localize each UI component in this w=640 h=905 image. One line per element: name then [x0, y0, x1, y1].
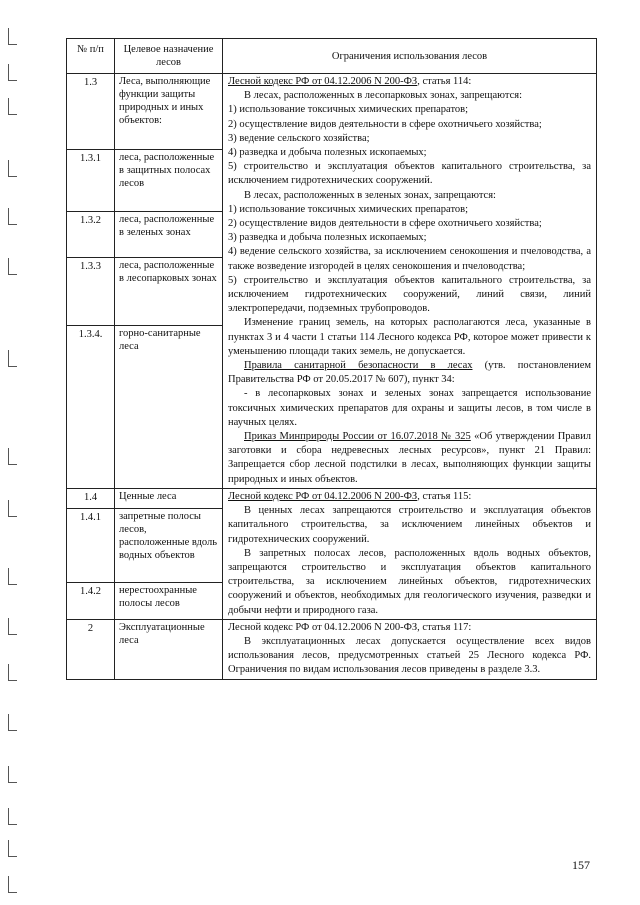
row-purpose: леса, расположенные в лесопарковых зонах [115, 258, 223, 326]
row-purpose: нерестоохранные полосы лесов [115, 582, 223, 619]
row-num: 1.4 [67, 488, 115, 508]
row-purpose: Леса, выполняющие функции защиты природных и иных объектов: [115, 74, 223, 150]
legal-reference: Приказ Минприроды России от 16.07.2018 № 325 [244, 431, 471, 443]
header-num: № п/п [67, 39, 115, 74]
row-num: 1.3.4. [67, 326, 115, 489]
legal-reference: Лесной кодекс РФ от 04.12.2006 N 200-ФЗ [228, 76, 418, 87]
row-num: 1.3.2 [67, 212, 115, 258]
restrictions-table [66, 38, 597, 680]
row-num: 1.3.3 [67, 258, 115, 326]
row-purpose: запретные полосы лесов, расположенные вдоль водных объектов [115, 508, 223, 582]
row-purpose: горно-санитарные леса [115, 326, 223, 489]
row-purpose: леса, расположенные в зеленых зонах [115, 212, 223, 258]
table-header-row [67, 39, 597, 74]
table-row [67, 488, 597, 508]
legal-reference: Лесной кодекс РФ от 04.12.2006 N 200-ФЗ [228, 490, 418, 502]
restrictions-cell-1-4: Лесной кодекс РФ от 04.12.2006 N 200-ФЗ, статья 115: В ценных лесах запрещаются строительство и эксплуатация объектов капитального строительства, за исключением линейных объектов и гидротехнических сооружений. В запретных полосах лесов, расположенных вдоль водных объектов, запрещаются строительство и эксплуатация объектов капитального строительства, за исключением линейных объектов, гидротехнических сооружений и объектов, необходимых для геологического изучения, разведки и добычи нефти и природного газа. [223, 488, 597, 619]
row-num: 1.4.1 [67, 508, 115, 582]
legal-reference: Правила санитарной безопасности в лесах [244, 360, 473, 372]
restrictions-cell-2: Лесной кодекс РФ от 04.12.2006 N 200-ФЗ, статья 117: В эксплуатационных лесах допускается осуществление всех видов использования лесов, предусмотренных статьей 25 Лесного кодекса РФ. Ограничения по видам использования лесов приведены в разделе 3.3. [223, 619, 597, 679]
header-restrictions: Ограничения использования лесов [223, 39, 597, 74]
row-num: 2 [67, 619, 115, 679]
row-num: 1.3.1 [67, 150, 115, 212]
table-row [67, 619, 597, 679]
legal-reference: Лесной кодекс РФ от 04.12.2006 N 200-ФЗ, статья 117: [228, 621, 472, 633]
restrictions-cell-1-3: Лесной кодекс РФ от 04.12.2006 N 200-ФЗ, статья 114: В лесах, расположенных в лесопарковых зонах, запрещаются: 1) использование токсичных химических препаратов; 2) осуществление видов деятельности в сфере охотничьего хозяйства; 3) ведение сельского хозяйства; 4) разведка и добыча полезных ископаемых; 5) строительство и эксплуатация объектов капитального строительства, за исключением гидротехнических сооружений. В лесах, расположенных в зеленых зонах, запрещаются: 1) использование токсичных химических препаратов; 2) осуществление видов деятельности в сфере охотничьего хозяйства; 3) разведка и добыча полезных ископаемых; 4) ведение сельского хозяйства, за исключением сенокошения и пчеловодства, а также возведение изгородей в целях сенокошения и пчеловодства; 5) строительство и эксплуатация объектов капитального строительства, за исключением гидротехнических сооружений, линий связи, линий электропередачи, подземных трубопроводов. Изменение границ земель, на которых располагаются леса, указанные в пунктах 3 и 4 части 1 статьи 114 Лесного кодекса РФ, которое может привести к уменьшению площади таких земель, не допускается. Правила санитарной безопасности в лесах (утв. постановлением Правительства РФ от 20.05.2017 № 607), пункт 34: - в лесопарковых зонах и зеленых зонах запрещается использование токсичных химических препаратов для охраны и защиты лесов, в том числе в научных целях. Приказ Минприроды России от 16.07.2018 № 325 «Об утверждении Правил заготовки и сбора недревесных лесных ресурсов», пункт 21 Правил: Запрещается сбор лесной подстилки в лесах, выполняющих функции защиты природных и иных объектов. [223, 74, 597, 489]
header-purpose: Целевое назначение лесов [115, 39, 223, 74]
row-purpose: Эксплуатационные леса [115, 619, 223, 679]
row-purpose: Ценные леса [115, 488, 223, 508]
page-number: 157 [572, 858, 590, 872]
row-num: 1.3 [67, 74, 115, 150]
table-row [67, 74, 597, 150]
row-num: 1.4.2 [67, 582, 115, 619]
row-purpose: леса, расположенные в защитных полосах лесов [115, 150, 223, 212]
binder-holes [6, 0, 20, 905]
